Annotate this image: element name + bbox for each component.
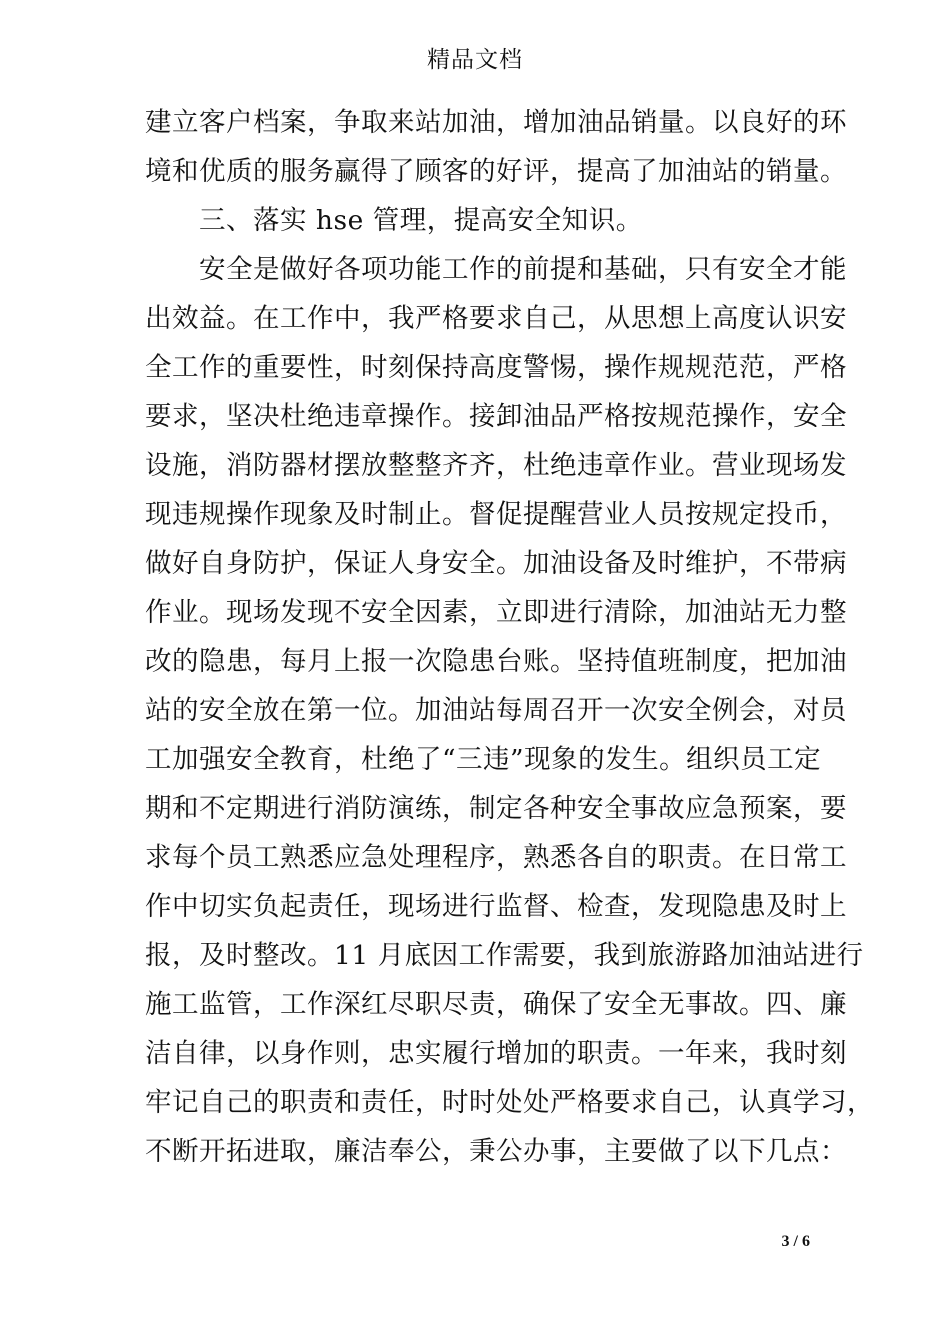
text-line: 站的安全放在第一位。加油站每周召开一次安全例会，对员	[145, 695, 847, 726]
page-header-title: 精品文档	[427, 47, 523, 73]
text-line: 报，及时整改。11 月底因工作需要，我到旅游路加油站进行	[145, 940, 864, 971]
text-line: 要求，坚决杜绝违章操作。接卸油品严格按规范操作，安全	[145, 401, 847, 432]
text-line: 全工作的重要性，时刻保持高度警惕，操作规规范范，严格	[145, 352, 847, 383]
document-body	[145, 98, 874, 1176]
text-line: 安全是做好各项功能工作的前提和基础，只有安全才能	[199, 254, 847, 285]
section-heading: 三、落实 hse 管理，提高安全知识。	[199, 205, 643, 236]
text-line: 作业。现场发现不安全因素，立即进行清除，加油站无力整	[145, 597, 847, 628]
text-line: 改的隐患，每月上报一次隐患台账。坚持值班制度，把加油	[145, 646, 847, 677]
text-line: 现违规操作现象及时制止。督促提醒营业人员按规定投币，	[145, 499, 847, 530]
text-line: 期和不定期进行消防演练，制定各种安全事故应急预案，要	[145, 793, 847, 824]
text-line: 牢记自己的职责和责任，时时处处严格要求自己，认真学习，	[145, 1087, 874, 1118]
page-number: 3 / 6	[781, 1233, 810, 1250]
text-line: 建立客户档案，争取来站加油，增加油品销量。以良好的环	[145, 107, 847, 138]
text-line: 出效益。在工作中，我严格要求自己，从思想上高度认识安	[145, 303, 847, 334]
text-line: 工加强安全教育，杜绝了“三违”现象的发生。组织员工定	[145, 744, 822, 775]
text-line: 境和优质的服务赢得了顾客的好评，提高了加油站的销量。	[145, 156, 847, 187]
text-line: 洁自律，以身作则，忠实履行增加的职责。一年来，我时刻	[145, 1038, 847, 1069]
text-line: 求每个员工熟悉应急处理程序，熟悉各自的职责。在日常工	[145, 842, 847, 873]
text-line: 设施，消防器材摆放整整齐齐，杜绝违章作业。营业现场发	[145, 450, 847, 481]
text-line: 不断开拓进取，廉洁奉公，秉公办事，主要做了以下几点：	[145, 1136, 847, 1167]
text-line: 施工监管，工作深红尽职尽责，确保了安全无事故。四、廉	[145, 989, 847, 1020]
text-line: 做好自身防护，保证人身安全。加油设备及时维护，不带病	[145, 548, 847, 579]
text-line: 作中切实负起责任，现场进行监督、检查，发现隐患及时上	[145, 891, 847, 922]
